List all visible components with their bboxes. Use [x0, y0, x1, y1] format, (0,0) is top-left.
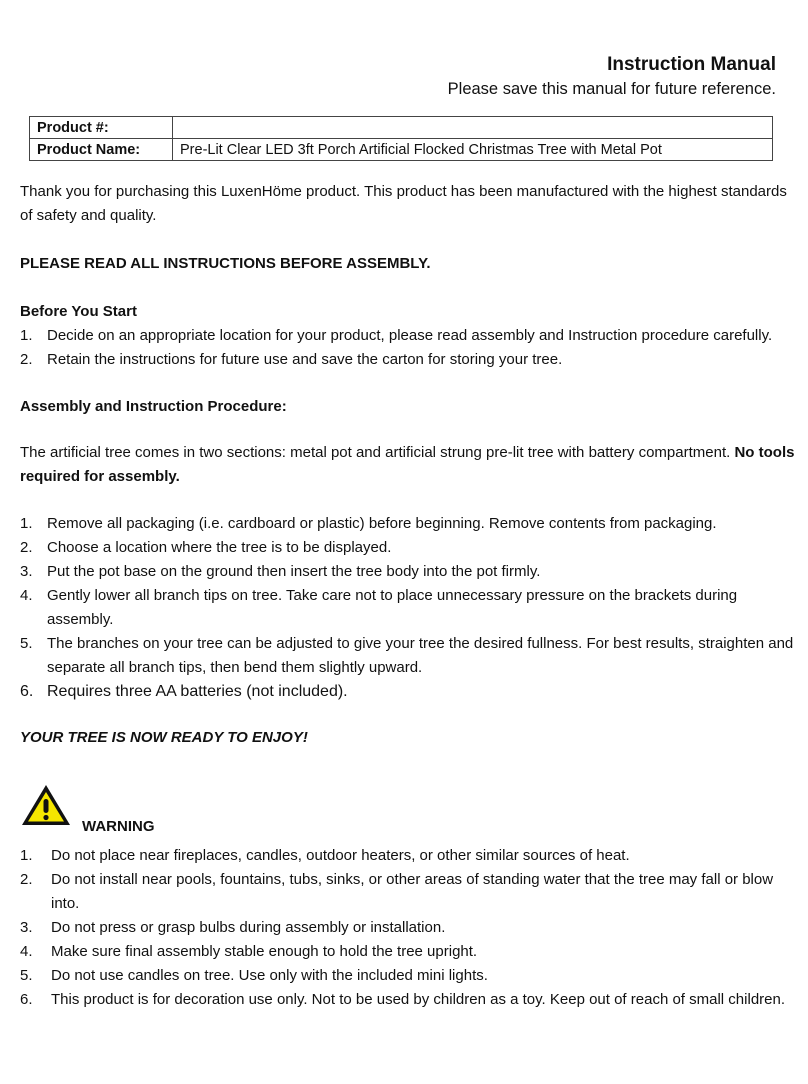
list-item-text: Gently lower all branch tips on tree. Take care not to place unnecessary pressure on the brackets during assembly.: [47, 587, 738, 628]
list-number: 4.: [20, 943, 33, 960]
list-item-text: The branches on your tree can be adjusted to give your tree the desired fullness. For best results, straighten and separate all branch tips, then bend them slightly upward.: [47, 635, 794, 676]
list-item: [20, 844, 795, 868]
list-item-text: Do not press or grasp bulbs during assembly or installation.: [51, 919, 446, 936]
list-item: [20, 868, 795, 916]
product-number-value: [173, 117, 773, 139]
list-number: 5.: [20, 635, 33, 652]
list-item: [20, 560, 795, 584]
list-item-text: Do not install near pools, fountains, tubs, sinks, or other areas of standing water that the tree may fall or blow into.: [51, 871, 774, 912]
list-item-text: Remove all packaging (i.e. cardboard or plastic) before beginning. Remove contents from packaging.: [47, 515, 717, 532]
intro-paragraph: Thank you for purchasing this LuxenHöme product. This product has been manufactured with the highest standards of safety and quality.: [20, 183, 787, 224]
list-item: [20, 916, 795, 940]
list-item-text: Requires three AA batteries (not included).: [47, 683, 348, 700]
no-tools-note: No tools required for assembly.: [20, 444, 795, 485]
assembly-intro-text: The artificial tree comes in two sections: metal pot and artificial strung pre-lit tree with battery compartment.: [20, 444, 735, 461]
list-item: [20, 964, 795, 988]
list-number: 2.: [20, 351, 33, 368]
list-item-text: Decide on an appropriate location for your product, please read assembly and Instruction procedure carefully.: [47, 327, 773, 344]
list-number: 4.: [20, 587, 33, 604]
list-item-text: This product is for decoration use only. Not to be used by children as a toy. Keep out of reach of small children.: [51, 991, 786, 1008]
warning-label: WARNING: [82, 818, 155, 835]
list-item: [20, 940, 795, 964]
assembly-heading: Assembly and Instruction Procedure:: [20, 398, 287, 415]
before-start-list: [20, 324, 795, 372]
manual-title: Instruction Manual: [607, 54, 776, 75]
list-number: 2.: [20, 871, 33, 888]
list-number: 1.: [20, 327, 33, 344]
read-all-notice: PLEASE READ ALL INSTRUCTIONS BEFORE ASSEMBLY.: [20, 255, 431, 272]
assembly-steps-list: [20, 512, 795, 704]
list-item: [20, 324, 795, 348]
list-item: [20, 584, 795, 632]
product-number-label: Product #:: [30, 117, 173, 139]
list-number: 6.: [20, 683, 34, 700]
list-item-text: Choose a location where the tree is to be displayed.: [47, 539, 392, 556]
list-number: 1.: [20, 515, 33, 532]
ready-message: YOUR TREE IS NOW READY TO ENJOY!: [20, 729, 308, 746]
warning-triangle-icon: [20, 782, 72, 828]
list-item-text: Do not place near fireplaces, candles, outdoor heaters, or other similar sources of heat.: [51, 847, 630, 864]
product-name-value: Pre-Lit Clear LED 3ft Porch Artificial Flocked Christmas Tree with Metal Pot: [173, 139, 773, 161]
list-item: [20, 988, 795, 1012]
list-item: [20, 680, 795, 704]
table-row: [30, 117, 773, 139]
warning-list: [20, 844, 795, 1012]
list-item-text: Do not use candles on tree. Use only with the included mini lights.: [51, 967, 488, 984]
list-item: [20, 632, 795, 680]
manual-subtitle: Please save this manual for future reference.: [447, 80, 776, 98]
list-item-text: Make sure final assembly stable enough to hold the tree upright.: [51, 943, 478, 960]
list-item-text: Retain the instructions for future use and save the carton for storing your tree.: [47, 351, 563, 368]
before-start-heading: Before You Start: [20, 303, 137, 320]
list-item: [20, 536, 795, 560]
list-number: 2.: [20, 539, 33, 556]
list-item: [20, 512, 795, 536]
product-info-table: [29, 116, 773, 161]
assembly-intro: [20, 441, 795, 489]
table-row: [30, 139, 773, 161]
list-number: 3.: [20, 563, 33, 580]
list-item-text: Put the pot base on the ground then insert the tree body into the pot firmly.: [47, 563, 541, 580]
product-name-label: Product Name:: [30, 139, 173, 161]
list-number: 1.: [20, 847, 33, 864]
list-item: [20, 348, 795, 372]
list-number: 6.: [20, 991, 33, 1008]
list-number: 3.: [20, 919, 33, 936]
list-number: 5.: [20, 967, 33, 984]
